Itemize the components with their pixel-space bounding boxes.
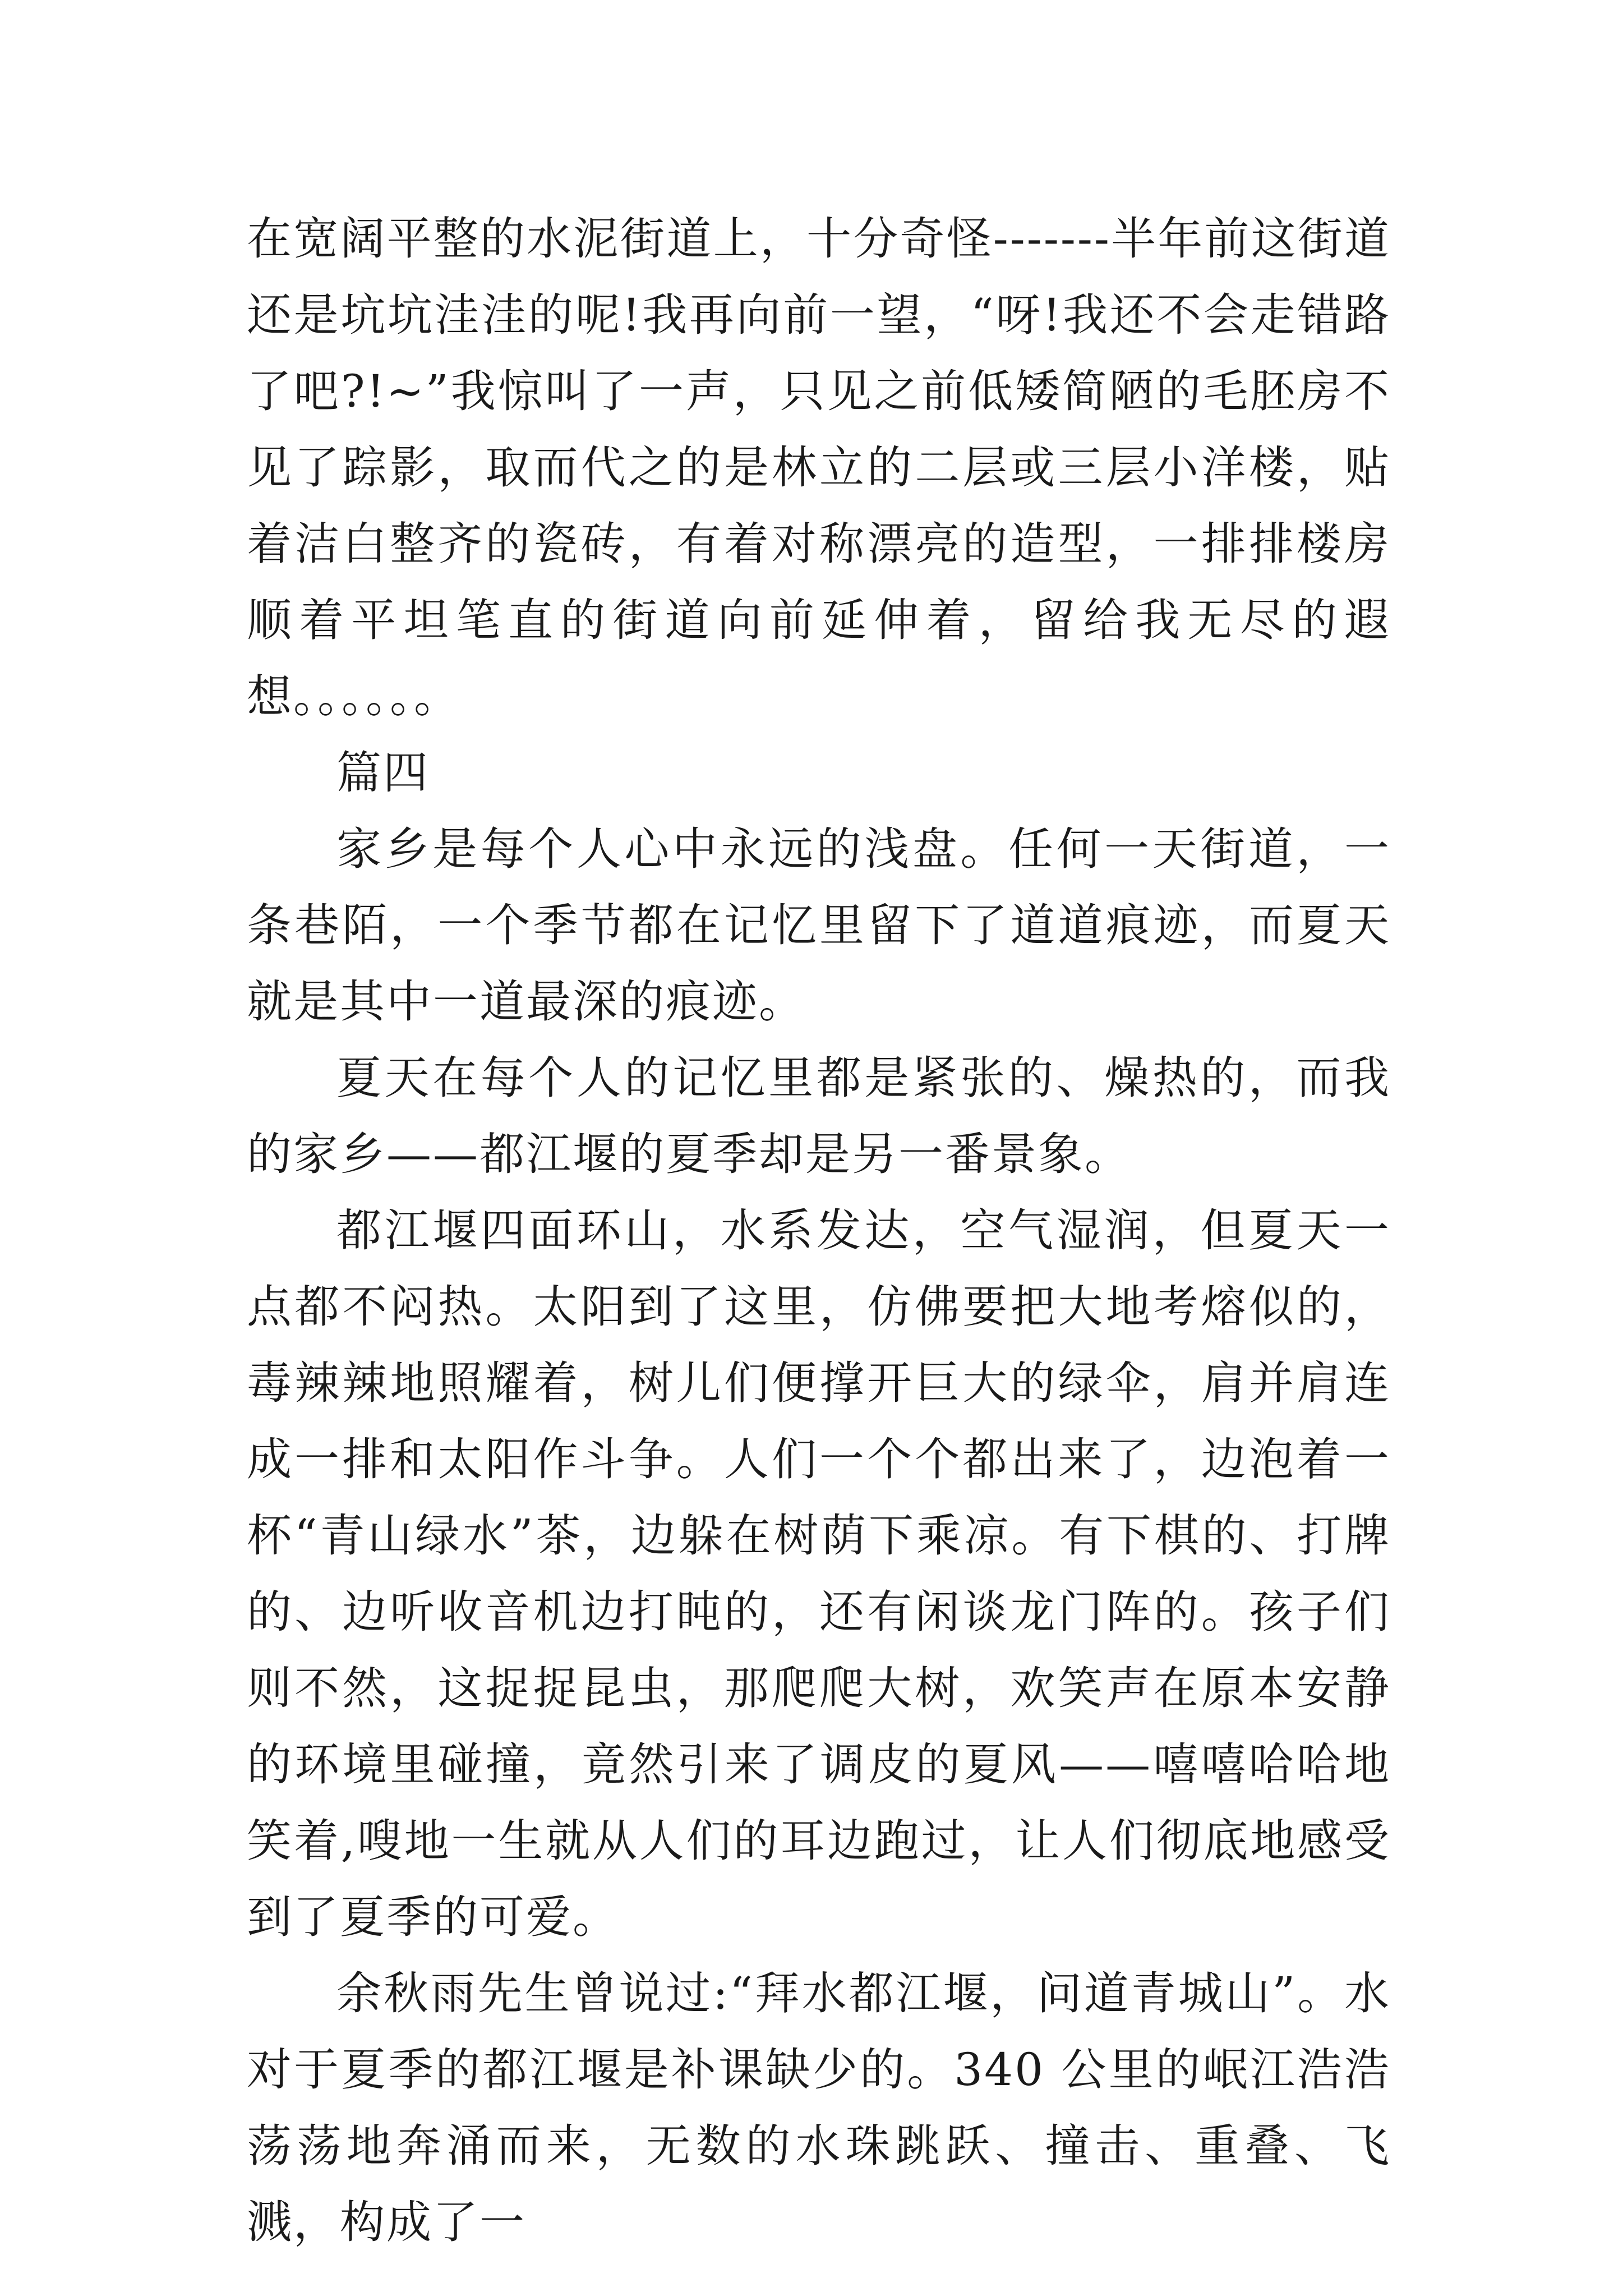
- paragraph-minjiang-river: 余秋雨先生曾说过:“拜水都江堰，问道青城山”。水对于夏季的都江堰是补课缺少的。340 公里的岷江浩浩荡荡地奔涌而来，无数的水珠跳跃、撞击、重叠、飞溅，构成了一: [247, 1967, 1391, 2248]
- document-body: [247, 201, 1391, 2261]
- paragraph-hometown-intro: 家乡是每个人心中永远的浅盘。任何一天街道，一条巷陌，一个季节都在记忆里留下了道道痕迹，而夏天就是其中一道最深的痕迹。: [247, 823, 1391, 1028]
- paragraph-summer-scene: 都江堰四面环山，水系发达，空气湿润，但夏天一点都不闷热。太阳到了这里，仿佛要把大地考熔似的，毒辣辣地照耀着，树儿们便撑开巨大的绿伞，肩并肩连成一排和太阳作斗争。人们一个个都出来了，边泡着一杯“青山绿水”茶，边躲在树荫下乘凉。有下棋的、打牌的、边听收音机边打盹的，还有闲谈龙门阵的。孩子们则不然，这捉捉昆虫，那爬爬大树，欢笑声在原本安静的环境里碰撞，竟然引来了调皮的夏风——嘻嘻哈哈地笑着,嗖地一生就从人们的耳边跑过，让人们彻底地感受到了夏季的可爱。: [247, 1204, 1391, 1943]
- paragraph-street-description: 在宽阔平整的水泥街道上，十分奇怪-------半年前这街道还是坑坑洼洼的呢!我再向前一望，“呀!我还不会走错路了吧?!~”我惊叫了一声，只见之前低矮简陋的毛胚房不见了踪影，取而代之的是林立的二层或三层小洋楼，贴着洁白整齐的瓷砖，有着对称漂亮的造型，一排排楼房顺着平坦笔直的街道向前延伸着，留给我无尽的遐想。。。。。。: [247, 213, 1391, 723]
- paragraph-summer-contrast: 夏天在每个人的记忆里都是紧张的、燥热的，而我的家乡——都江堰的夏季却是另一番景象。: [247, 1052, 1391, 1180]
- section-heading-part-four: 篇四: [336, 747, 430, 799]
